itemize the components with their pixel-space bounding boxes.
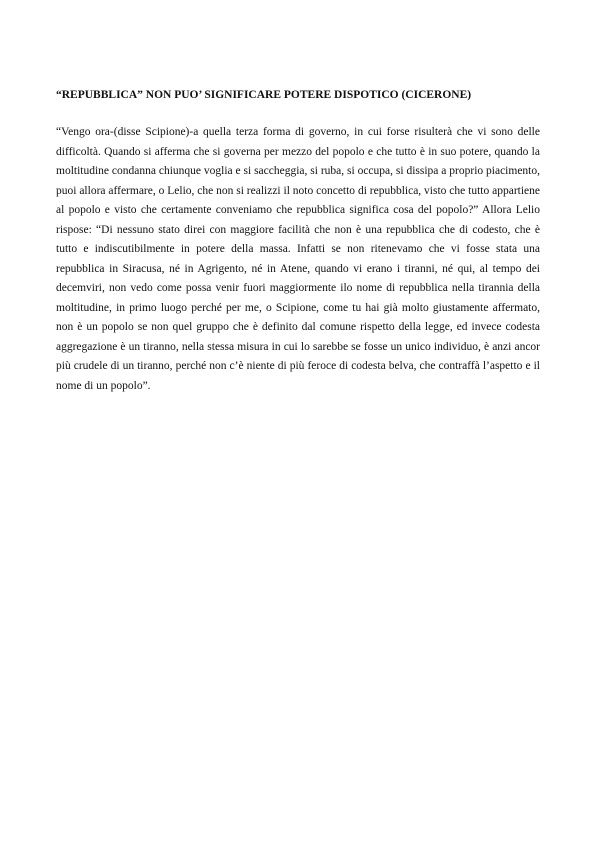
document-paragraph: “Vengo ora-(disse Scipione)-a quella terza forma di governo, in cui forse risulterà che vi sono delle difficoltà. Quando si afferma che si governa per mezzo del popolo e che tutto è in suo potere, quando la moltitudine condanna chiunque voglia e si saccheggia, si ruba, si occupa, si dissipa a proprio piacimento, puoi allora affermare, o Lelio, che non si realizzi il noto concetto di repubblica, visto che tutto appartiene al popolo e visto che certamente conveniamo che repubblica significa cosa del popolo?” Allora Lelio rispose: “Di nessuno stato direi con maggiore facilità che non è una repubblica che di codesto, che è tutto e indiscutibilmente in potere della massa. Infatti se non ritenevamo che vi fosse stata una repubblica in Siracusa, né in Agrigento, né in Atene, quando vi erano i tiranni, né qui, al tempo dei decemviri, non vedo come possa venir fuori maggiormente ilo nome di repubblica nella tirannia della moltitudine, in primo luogo perché per me, o Scipione, come tu hai già molto giustamente affermato, non è un popolo se non quel gruppo che è definito dal comune rispetto della legge, ed invece codesta aggregazione è un tiranno, nella stessa misura in cui lo sarebbe se fosse un unico individuo, è anzi ancor più crudele di un tiranno, perché non c’è niente di più feroce di codesta belva, che contraffà l’aspetto e il nome di un popolo”.	[56, 126, 540, 392]
document-title: “REPUBBLICA” NON PUO’ SIGNIFICARE POTERE DISPOTICO (CICERONE)	[56, 89, 472, 101]
